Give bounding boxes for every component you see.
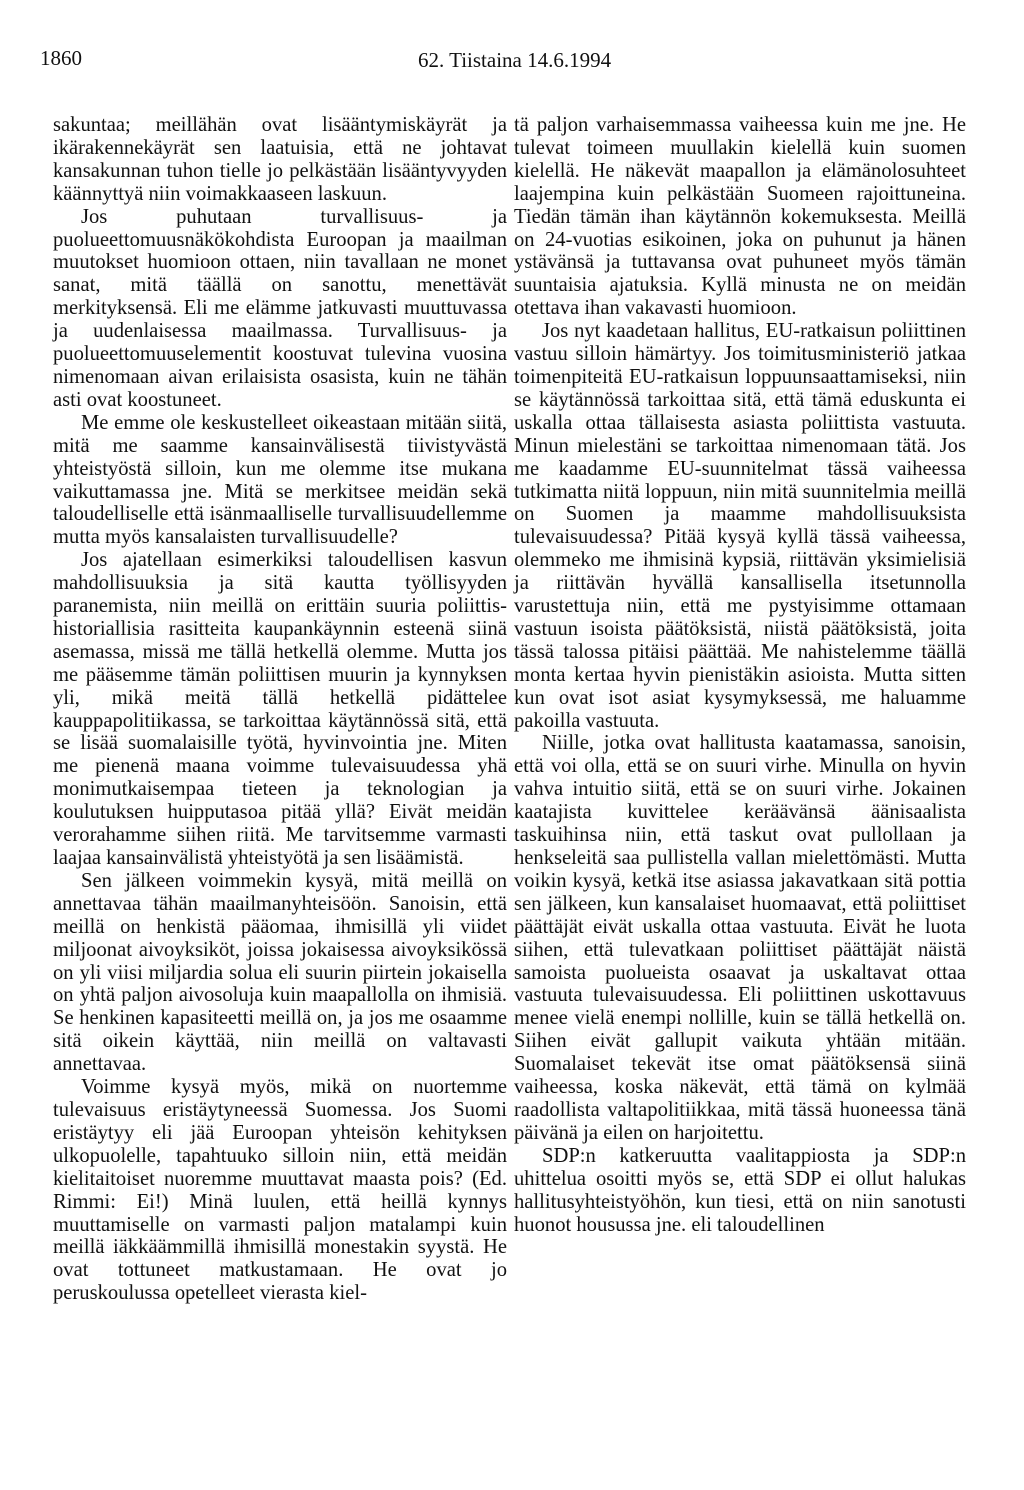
left-column	[53, 114, 507, 1305]
running-head: 62. Tiistaina 14.6.1994	[418, 48, 612, 72]
paragraph: Sen jälkeen voimmekin kysyä, mitä meillä on annettavaa tähän maailmanyhteisöön. Sanoisin, että meillä on henkistä pääomaa, ihmisillä yli viidet miljoonat aivoyksiköt, joissa jokaisessa aivoyksikössä on yli viisi miljardia solua eli suurin piirtein jokaisella on yhtä paljon aivosoluja kuin maapallolla on ihmisiä. Se henkinen kapasiteetti meillä on, ja jos me osaamme sitä oikein käyttää, niin meillä on valtavasti annettavaa.	[53, 869, 507, 1076]
paragraph: Jos nyt kaadetaan hallitus, EU-ratkaisun poliittinen vastuu silloin hämärtyy. Jos toimitusministeriö jatkaa toimenpiteitä EU-ratkaisun loppuunsaattamiseksi, niin se käytännössä tarkoittaa sitä, että tämä eduskunta ei uskalla ottaa tällaisesta asiasta poliittista vastuuta. Minun mielestäni se tarkoittaa nimenomaan tätä. Jos me kaadamme EU-suunnitelmat tässä vaiheessa tutkimatta niitä loppuun, niin mitä suunnitelmia meillä on Suomen ja maamme mahdollisuuksista tulevaisuudessa? Pitää kysyä kyllä tässä vaiheessa, olemmeko me ihmisinä kypsiä, riittävän yksimielisiä ja riittävän hyvällä kansallisella itsetunnolla varustettuja niin, että me pystyisimme ottamaan vastuun isoista päätöksistä, niistä päätöksistä, joita tässä talossa pitäisi päättää. Me nahistelemme täällä monta kertaa hyvin pienistäkin asioista. Mutta sitten kun ovat isot asiat kysymyksessä, me haluamme pakoilla vastuuta.	[514, 320, 966, 732]
paragraph: sakuntaa; meillähän ovat lisääntymiskäyrät ja ikärakennekäyrät sen laatuisia, että ne johtavat kansakunnan tuhon tielle jo pelkästään lisääntyvyyden käännyttyä niin voimakkaaseen laskuun.	[53, 114, 507, 205]
page-number: 1860	[40, 46, 82, 70]
page-header	[0, 46, 1024, 86]
right-column	[514, 114, 966, 1236]
paragraph: Voimme kysyä myös, mikä on nuortemme tulevaisuus eristäytyneessä Suomessa. Jos Suomi eristäytyy eli jää Euroopan yhteisön kehityksen ulkopuolelle, tapahtuuko silloin niin, että meidän kielitaitoiset nuoremme muuttavat maasta pois? (Ed. Rimmi: Ei!) Minä luulen, että heillä kynnys muuttamiselle on varmasti paljon matalampi kuin meillä iäkkäämmillä ihmisillä monestakin syystä. He ovat tottuneet matkustamaan. He ovat jo peruskoulussa opetelleet vierasta kiel-	[53, 1076, 507, 1305]
paragraph: Niille, jotka ovat hallitusta kaatamassa, sanoisin, että voi olla, että se on suuri virhe. Minulla on hyvin vahva intuitio siitä, että se on suuri virhe. Jokainen kaatajista kuvittelee keräävänsä äänisaalista taskuihinsa niin, että taskut ovat pullollaan ja henkseleitä saa pullistella vallan mielettömästi. Mutta voikin kysyä, ketkä itse asiassa jakavatkaan sitä pottia sen jälkeen, kun kansalaiset huomaavat, että poliittiset päättäjät eivät uskalla ottaa vastuuta. Eivät he luota siihen, että tulevatkaan poliittiset päättäjät näistä samoista puolueista osaavat ja uskaltavat ottaa vastuuta tulevaisuudessa. Eli poliittinen uskottavuus menee vielä enempi nollille, kuin se tällä hetkellä on. Siihen eivät gallupit vaikuta yhtään mitään. Suomalaiset tekevät itse omat päätöksensä siinä vaiheessa, koska näkevät, että tämä on kylmää raadollista valtapolitiikkaa, mitä tässä huoneessa tänä päivänä ja eilen on harjoitettu.	[514, 732, 966, 1144]
paragraph: Me emme ole keskustelleet oikeastaan mitään siitä, mitä me saamme kansainvälisestä tiivistyvästä yhteistyöstä silloin, kun me olemme itse mukana vaikuttamassa jne. Mitä se merkitsee meidän sekä taloudelliselle että isänmaalliselle turvallisuudellemme mutta myös kansalaisten turvallisuudelle?	[53, 411, 507, 549]
paragraph: tä paljon varhaisemmassa vaiheessa kuin me jne. He tulevat toimeen muullakin kielellä kuin suomen kielellä. He näkevät maapallon ja elämänolosuhteet laajempina kuin pelkästään Suomeen rajoittuneina. Tiedän tämän ihan käytännön kokemuksesta. Meillä on 24-vuotias esikoinen, joka on puhunut ja hänen ystävänsä ja tuttavansa ovat puhuneet myös tämän suuntaisia ajatuksia. Kyllä minusta ne on meidän otettava ihan vakavasti huomioon.	[514, 114, 966, 320]
paragraph: Jos ajatellaan esimerkiksi taloudellisen kasvun mahdollisuuksia ja sitä kautta työllisyyden paranemista, niin meillä on erittäin suuria poliittis-historiallisia rasitteita kaupankäynnin esteenä siinä asemassa, missä me tällä hetkellä olemme. Mutta jos me pääsemme tämän poliittisen muurin ja kynnyksen yli, mikä meitä tällä hetkellä pidättelee kauppapolitiikassa, se tarkoittaa käytännössä sitä, että se lisää suomalaisille työtä, hyvinvointia jne. Miten me pienenä maana voimme tulevaisuudessa yhä monimutkaisempaa tieteen ja teknologian ja koulutuksen huipputasoa pitää yllä? Eivät meidän verorahamme siihen riitä. Me tarvitsemme varmasti laajaa kansainvälistä yhteistyötä ja sen lisäämistä.	[53, 549, 507, 869]
paragraph: Jos puhutaan turvallisuus- ja puolueettomuusnäkökohdista Euroopan ja maailman muutokset huomioon ottaen, niin tavallaan ne monet sanat, mitä täällä on sanottu, menettävät merkityksensä. Eli me elämme jatkuvasti muuttuvassa ja uudenlaisessa maailmassa. Turvallisuus- ja puolueettomuuselementit koostuvat tulevina vuosina nimenomaan aivan erilaisista osasista, kuin ne tähän asti ovat koostuneet.	[53, 205, 507, 411]
paragraph: SDP:n katkeruutta vaalitappiosta ja SDP:n uhittelua osoitti myös se, että SDP ei ollut halukas hallitusyhteistyöhön, kun tiesi, että on niin sanotusti huonot housussa jne. eli taloudellinen	[514, 1144, 966, 1236]
